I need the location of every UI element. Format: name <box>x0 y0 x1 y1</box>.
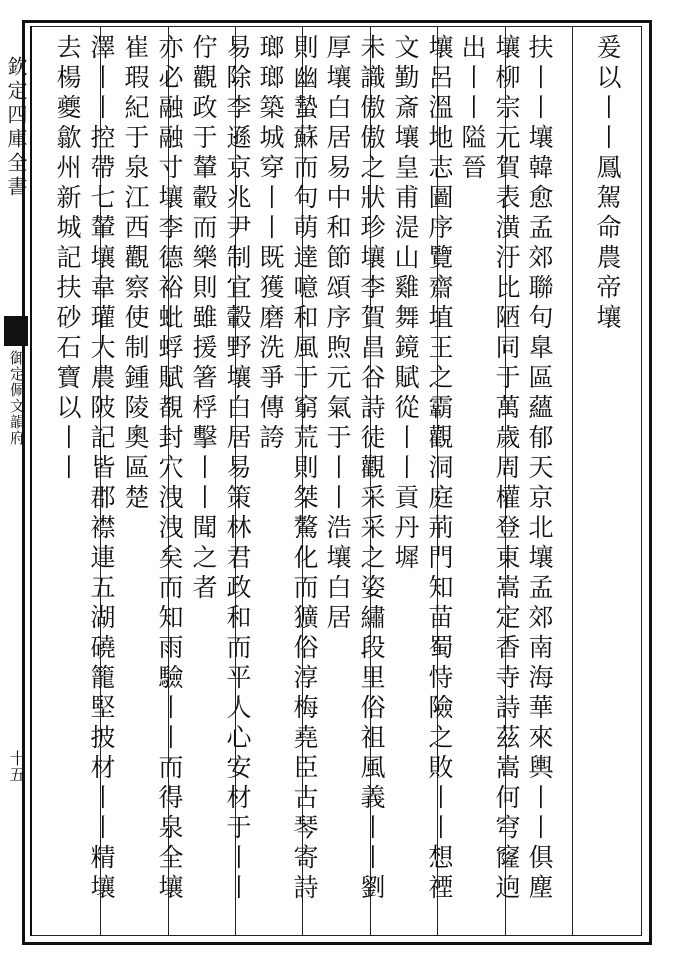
text-column-9: 澤丨丨控帶七輦壤韋瓘大農陂記皆郡襟連五湖磽籠堅披材丨丨精壤去楊夔歙州新城記扶砂石寶以丨丨 <box>53 34 116 904</box>
page-number: 十五 <box>7 750 26 782</box>
gutter-divider <box>30 26 32 936</box>
text-column-6: 則幽蟄蘇而句萌達噫和風于窮荒則桀驁化而獷俗淳梅堯臣古琴寄詩瑯瑯築城穿丨丨既獲磨洗爭傳誇 <box>256 34 319 904</box>
text-column-1: 爰以丨丨鳳駕命農帝壤 <box>593 34 622 334</box>
text-column-5: 未識傲傲之狀珍壤李賀昌谷詩徒觀采采之姿繡段里俗祖風義丨丨劉厚壤白居易中和節頌序煦元氣于丨丨浩壤白居 <box>323 34 386 904</box>
book-title: 御定佩文韻府 <box>8 350 26 446</box>
text-column-2: 扶丨丨壤韓愈孟郊聯句臯區蘊郁天京北壤孟郊南海華來輿丨丨俱塵 <box>525 34 554 904</box>
fish-tail-mark <box>4 316 28 346</box>
column-rule <box>572 26 573 936</box>
text-column-8: 亦必融融寸壤李德裕蚍蜉賦覩封穴洩洩矣而知雨驗丨丨而得泉全壤崔瑕紀于泉江西觀察使制鍾陵奧區楚 <box>121 34 184 904</box>
text-column-3: 壤柳宗元賀表潢汙比陋同于萬歲周權登東嵩定香寺詩茲嵩何穹窿逈出丨丨隘晉 <box>458 34 521 904</box>
page-margin-gutter <box>4 30 28 930</box>
text-column-7: 易除李遜京兆尹制宜轂野壤白居易策林君政和而平人心安材于丨丨佇觀政于輦轂而樂則雖援箸桴擊丨丨聞之者 <box>189 34 252 904</box>
text-column-4: 壤呂溫地志圖序覽齋埴王之霸觀洞庭荊門知苗蜀恃險之敗丨丨想禋文勤斎壤皇甫湜山雞舞鏡賦從丨丨貢丹墀 <box>391 34 454 904</box>
book-series-title: 欽定四庫全書 <box>4 56 28 200</box>
